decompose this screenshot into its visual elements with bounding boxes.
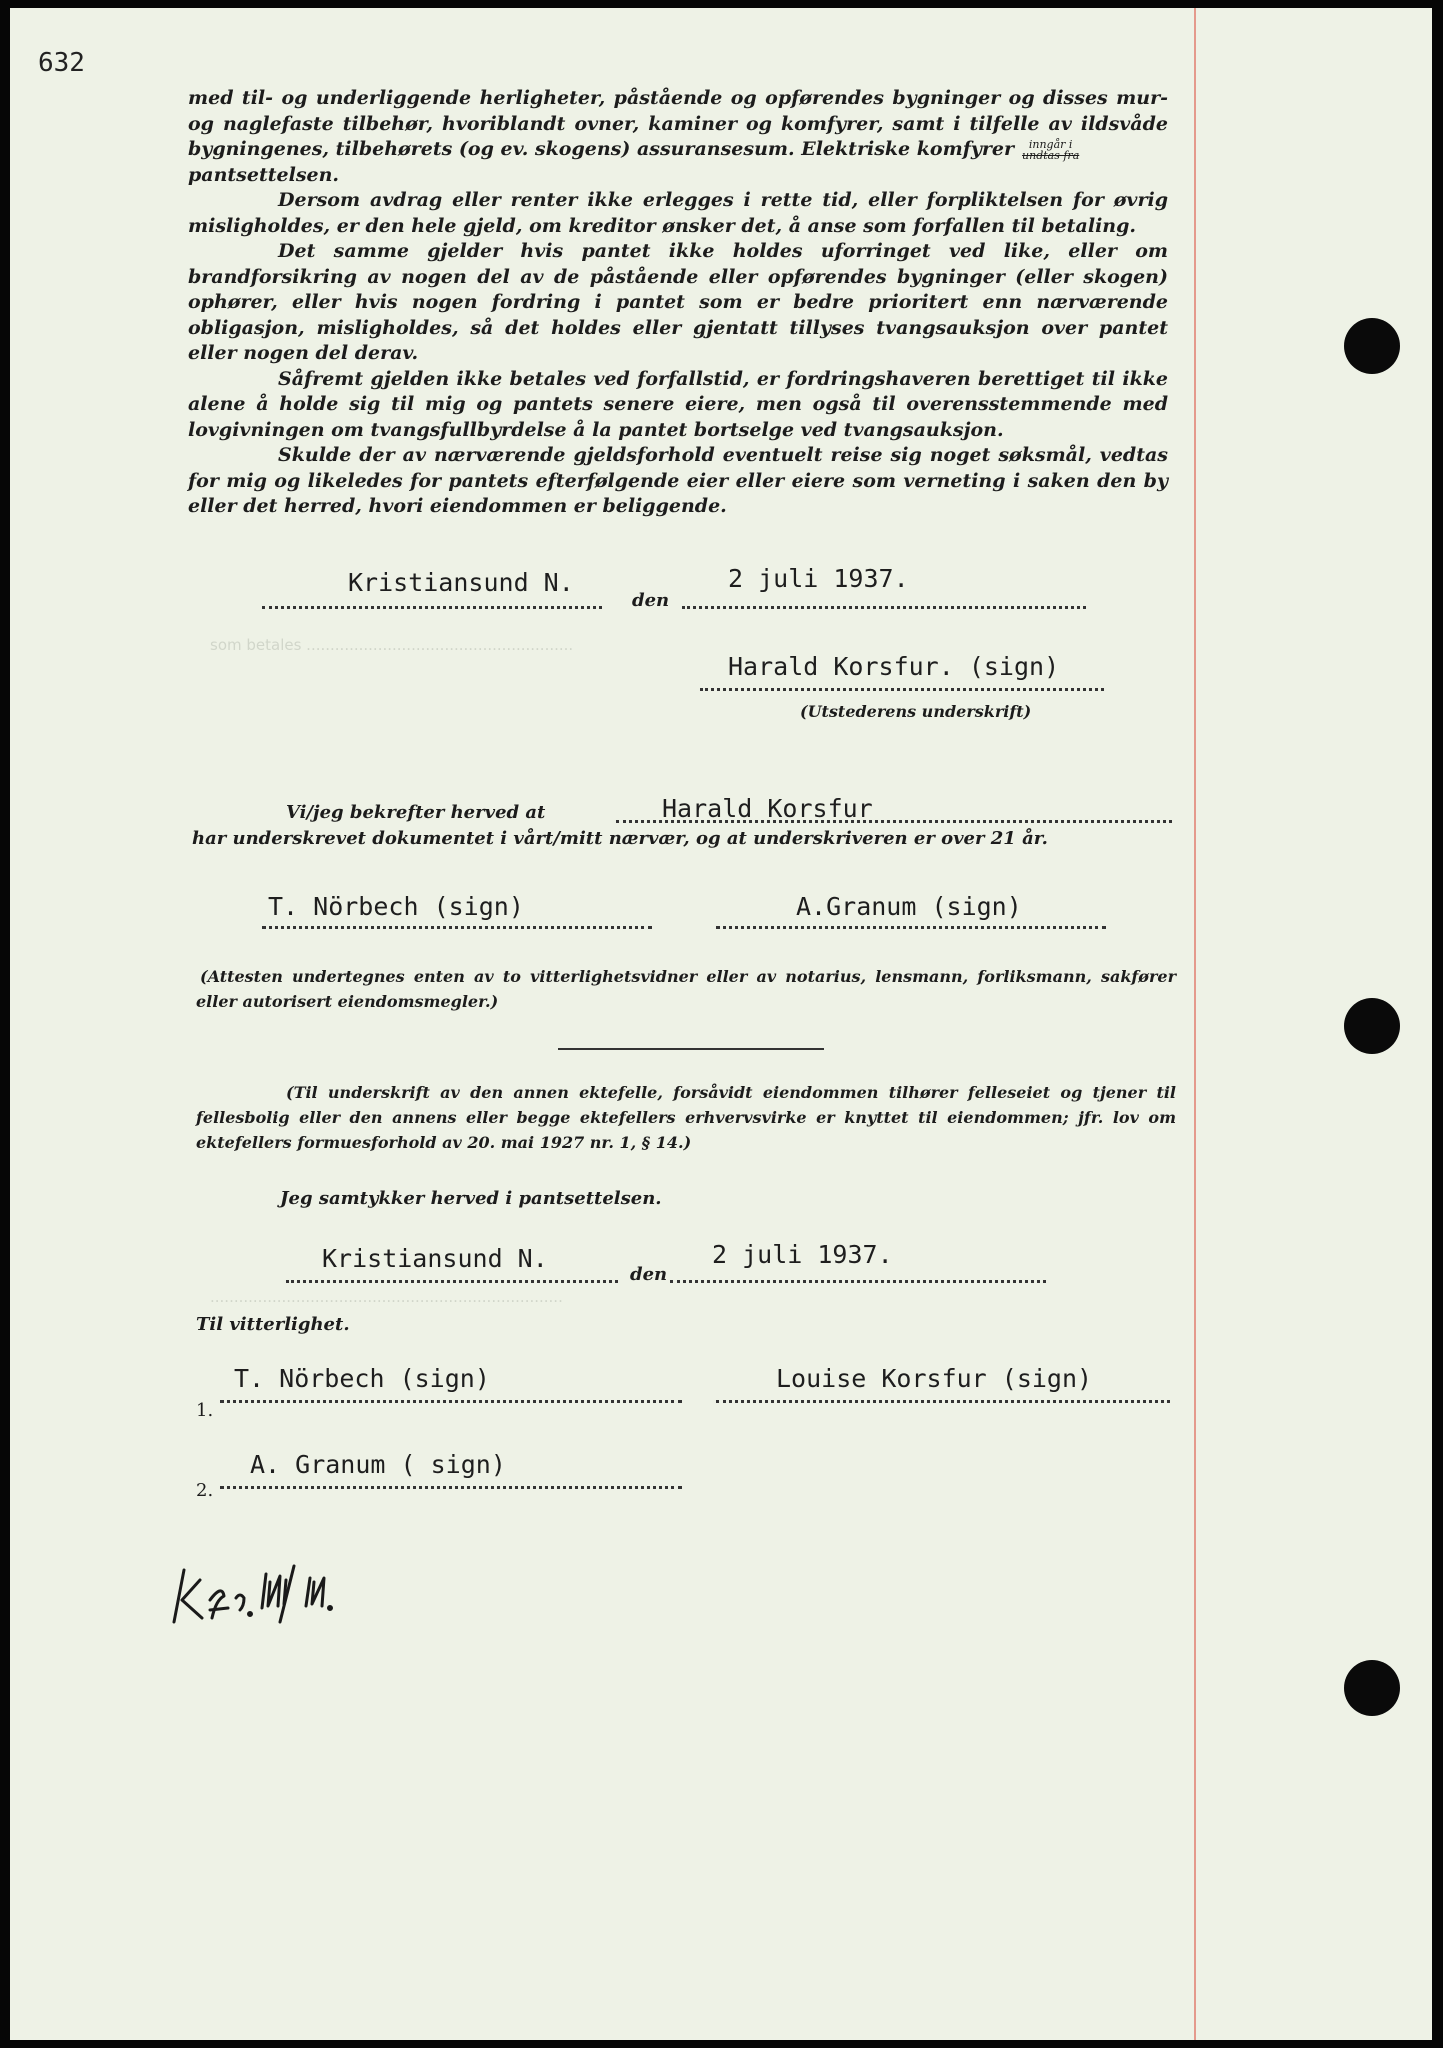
bleed-through: som betales ........................................................	[210, 636, 574, 654]
witness-1-signature: T. Nörbech (sign)	[268, 892, 524, 921]
dotted-line	[262, 606, 602, 609]
terms-paragraph-5: Skulde der av nærværende gjeldsforhold eventuelt reise sig noget søksmål, vedtas for mig og likeledes for pantets efterfølgende eier eller eiere som verneting i saken den by eller det herred, hvori eiendommen er beliggende.	[188, 444, 1168, 517]
dotted-line	[220, 1486, 682, 1489]
confirmed-name: Harald Korsfur	[662, 794, 873, 823]
terms-paragraph-3: Det samme gjelder hvis pantet ikke holdes uforringet ved like, eller om brandforsikring av nogen del av de påstående eller opførendes bygninger (eller skogen) ophører, eller hvis nogen fordring i pantet som er bedre prioritert enn nærværende obligasjon, misligholdes, så det holdes eller gjentatt tillyses tvangsauksjon over pantet eller nogen del derav.	[188, 240, 1168, 364]
confirm-label: Vi/jeg bekrefter herved at	[286, 802, 546, 823]
dotted-line	[682, 606, 1086, 609]
consent-text: Jeg samtykker herved i pantsettelsen.	[280, 1188, 662, 1209]
til-vitterlighet: Til vitterlighet.	[196, 1314, 350, 1335]
consent-place: Kristiansund N.	[322, 1244, 548, 1273]
punch-hole	[1344, 318, 1400, 374]
terms-paragraph-4: Såfremt gjelden ikke betales ved forfallstid, er fordringshaveren berettiget til ikke alene å holde sig til mig og pantets senere eiere, men også til overensstemmende med lovgivningen om tvangsfullbyrdelse å la pantet bortselge ved tvangsauksjon.	[188, 367, 1168, 441]
page-number: 632	[38, 48, 85, 78]
bleed-through: ..........................................................................	[210, 1288, 563, 1306]
confirm-rest: har underskrevet dokumentet i vårt/mitt nærvær, og at underskriveren er over 21 år.	[192, 828, 1048, 849]
spouse-signature: Louise Korsfur (sign)	[776, 1364, 1093, 1393]
margin-choice: inngår i undtas fra	[1022, 138, 1080, 162]
punch-hole	[1344, 998, 1400, 1054]
terms-paragraph-2: Dersom avdrag eller renter ikke erlegges i rette tid, eller forpliktelsen for øvrig misligholdes, er den hele gjeld, om kreditor ønsker det, å anse som forfallen til betaling.	[188, 189, 1168, 237]
witness-note: (Attesten undertegnes enten av to vitterlighetsvidner eller av notarius, lensmann, forliksmann, sakfører eller autorisert eiendomsmegler.)	[196, 967, 1176, 1011]
dotted-line	[700, 688, 1104, 691]
dotted-line	[716, 926, 1106, 929]
separator	[558, 1048, 824, 1050]
document-page	[10, 8, 1432, 2040]
spouse-note: (Til underskrift av den annen ektefelle, forsåvidt eiendommen tilhører felleseiet og tjener til fellesbolig eller den annens eller begge ektefellers erhvervsvirke er knyttet til eiendommen; jfr. lov om ektefellers formuesforhold av 20. mai 1927 nr. 1, § 14.)	[196, 1083, 1176, 1152]
consent-witness-2: A. Granum ( sign)	[250, 1450, 506, 1479]
issuer-signature: Harald Korsfur. (sign)	[728, 652, 1060, 681]
consent-date: 2 juli 1937.	[712, 1240, 893, 1269]
issuer-caption: (Utstederens underskrift)	[800, 702, 1032, 721]
margin-line	[1194, 8, 1196, 2040]
witness-number-1: 1.	[196, 1400, 214, 1421]
punch-hole	[1344, 1660, 1400, 1716]
dotted-line	[670, 1280, 1046, 1283]
issue-date: 2 juli 1937.	[728, 564, 909, 593]
mortgage-terms	[188, 86, 1168, 520]
witness-number-2: 2.	[196, 1480, 214, 1501]
dotted-line	[220, 1400, 682, 1403]
issue-place: Kristiansund N.	[348, 568, 574, 597]
terms-paragraph-1: med til- og underliggende herligheter, påstående og opførendes bygninger og disses mur- og naglefaste tilbehør, hvoriblandt ovner, kaminer og komfyrer, samt i tilfelle av ildsvåde bygningenes, tilbehørets (og ev. skogens) assuransesum. Elektriske komfyrer inngår i undtas fra pantsettelsen.	[188, 87, 1168, 186]
dotted-line	[262, 926, 652, 929]
dotted-line	[716, 1400, 1170, 1403]
den-label-2: den	[630, 1264, 668, 1285]
dotted-line	[616, 820, 1172, 823]
dotted-line	[286, 1280, 618, 1283]
den-label: den	[632, 590, 670, 611]
handwritten-reference	[170, 1560, 410, 1640]
consent-witness-1: T. Nörbech (sign)	[234, 1364, 490, 1393]
witness-2-signature: A.Granum (sign)	[796, 892, 1022, 921]
